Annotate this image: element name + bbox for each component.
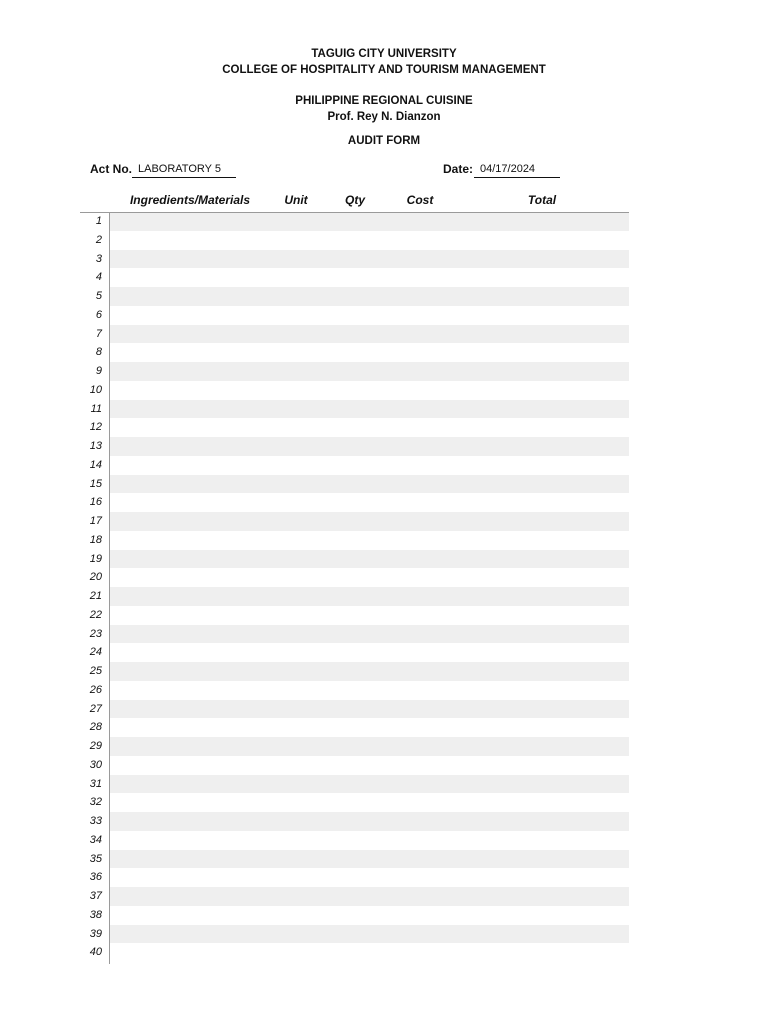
course-title: PHILIPPINE REGIONAL CUISINE — [295, 95, 473, 107]
table-row — [80, 737, 629, 756]
row-number: 5 — [95, 290, 102, 302]
row-cells — [110, 268, 629, 287]
university-name: TAGUIG CITY UNIVERSITY — [311, 48, 457, 60]
row-cells — [110, 662, 629, 681]
row-number: 18 — [89, 533, 102, 546]
row-cells — [110, 625, 629, 644]
table-row — [80, 625, 629, 644]
row-cells — [110, 362, 629, 381]
row-number: 26 — [89, 683, 102, 696]
row-number: 6 — [95, 308, 102, 321]
row-cells — [110, 287, 629, 306]
table-row — [80, 343, 629, 362]
row-cells — [110, 793, 629, 812]
table-row — [80, 418, 629, 437]
row-number: 25 — [89, 665, 102, 677]
row-number: 7 — [95, 327, 102, 340]
table-row — [80, 475, 629, 494]
table-row — [80, 381, 629, 400]
row-number: 4 — [95, 271, 102, 284]
row-cells — [110, 550, 629, 569]
row-number: 21 — [89, 590, 102, 602]
row-cells — [110, 493, 629, 512]
row-cells — [110, 306, 629, 325]
row-number: 13 — [89, 440, 102, 452]
row-cells — [110, 718, 629, 737]
row-number: 36 — [89, 871, 102, 884]
table-row — [80, 812, 629, 831]
act-no-label: Act No. — [90, 162, 132, 176]
row-number: 31 — [89, 777, 102, 790]
row-cells — [110, 343, 629, 362]
row-number: 11 — [90, 402, 102, 415]
row-number: 23 — [89, 627, 102, 640]
row-number: 22 — [89, 608, 102, 621]
row-number: 3 — [95, 252, 102, 265]
row-cells — [110, 606, 629, 625]
table-row — [80, 868, 629, 887]
row-cells — [110, 587, 629, 606]
row-cells — [110, 850, 629, 869]
professor-name: Prof. Rey N. Dianzon — [327, 111, 441, 123]
form-title: AUDIT FORM — [347, 135, 421, 147]
table-row — [80, 718, 629, 737]
table-row — [80, 250, 629, 269]
row-number: 30 — [89, 758, 102, 771]
table-row — [80, 831, 629, 850]
row-cells — [110, 437, 629, 456]
row-cells — [110, 568, 629, 587]
row-cells — [110, 681, 629, 700]
row-cells — [110, 812, 629, 831]
table-row — [80, 587, 629, 606]
row-cells — [110, 400, 629, 419]
row-cells — [110, 831, 629, 850]
table-row — [80, 662, 629, 681]
row-number: 24 — [89, 646, 102, 659]
row-number: 38 — [89, 908, 102, 921]
table-row — [80, 287, 629, 306]
row-number: 14 — [89, 458, 102, 471]
table-row — [80, 212, 629, 231]
row-cells — [110, 212, 629, 231]
row-number: 8 — [95, 346, 102, 359]
row-cells — [110, 512, 629, 531]
row-cells — [110, 250, 629, 269]
column-header-total: Total — [527, 193, 557, 207]
row-cells — [110, 456, 629, 475]
column-header-ingredients: Ingredients/Materials — [129, 193, 251, 207]
table-row — [80, 550, 629, 569]
table-left-rule — [109, 212, 110, 964]
row-number: 17 — [89, 515, 102, 527]
row-cells — [110, 756, 629, 775]
table-row — [80, 700, 629, 719]
row-number: 20 — [89, 571, 102, 584]
row-number: 1 — [95, 215, 102, 227]
row-cells — [110, 775, 629, 794]
row-cells — [110, 700, 629, 719]
row-number: 37 — [89, 890, 102, 902]
table-row — [80, 756, 629, 775]
row-cells — [110, 325, 629, 344]
row-number: 33 — [89, 815, 102, 827]
row-cells — [110, 943, 629, 962]
row-number: 9 — [95, 365, 102, 377]
row-number: 34 — [89, 833, 102, 846]
table-row — [80, 887, 629, 906]
row-number: 29 — [89, 740, 102, 752]
row-number: 27 — [89, 702, 102, 715]
row-number: 32 — [89, 796, 102, 809]
table-row — [80, 850, 629, 869]
table-row — [80, 493, 629, 512]
row-number: 40 — [89, 946, 102, 959]
table-row — [80, 456, 629, 475]
row-cells — [110, 925, 629, 944]
row-cells — [110, 887, 629, 906]
row-number: 28 — [89, 721, 102, 734]
table-row — [80, 906, 629, 925]
row-cells — [110, 381, 629, 400]
row-cells — [110, 231, 629, 250]
table-row — [80, 943, 629, 962]
row-number: 16 — [89, 496, 102, 509]
date-value: 04/17/2024 — [474, 161, 560, 178]
table-row — [80, 531, 629, 550]
row-cells — [110, 868, 629, 887]
row-number: 39 — [89, 927, 102, 940]
table-row — [80, 268, 629, 287]
row-number: 35 — [89, 852, 102, 865]
row-cells — [110, 737, 629, 756]
row-cells — [110, 475, 629, 494]
table-row — [80, 568, 629, 587]
column-header-qty: Qty — [344, 193, 365, 207]
table-row — [80, 793, 629, 812]
row-number: 15 — [89, 477, 102, 490]
table-row — [80, 306, 629, 325]
college-name: COLLEGE OF HOSPITALITY AND TOURISM MANAGEMENT — [222, 64, 546, 76]
row-cells — [110, 418, 629, 437]
table-row — [80, 325, 629, 344]
audit-table — [80, 212, 629, 964]
table-row — [80, 437, 629, 456]
table-row — [80, 925, 629, 944]
act-no-value: LABORATORY 5 — [132, 161, 236, 178]
column-header-cost: Cost — [406, 193, 434, 207]
row-cells — [110, 906, 629, 925]
row-number: 19 — [89, 552, 102, 565]
column-header-unit: Unit — [284, 193, 308, 207]
row-cells — [110, 643, 629, 662]
row-number: 12 — [89, 421, 102, 434]
table-row — [80, 362, 629, 381]
table-top-rule — [80, 212, 629, 213]
table-row — [80, 400, 629, 419]
row-cells — [110, 531, 629, 550]
row-number: 10 — [89, 383, 102, 396]
table-row — [80, 512, 629, 531]
table-row — [80, 231, 629, 250]
table-row — [80, 681, 629, 700]
table-row — [80, 775, 629, 794]
table-row — [80, 643, 629, 662]
table-row — [80, 606, 629, 625]
date-label: Date: — [443, 162, 474, 176]
row-number: 2 — [95, 233, 102, 246]
